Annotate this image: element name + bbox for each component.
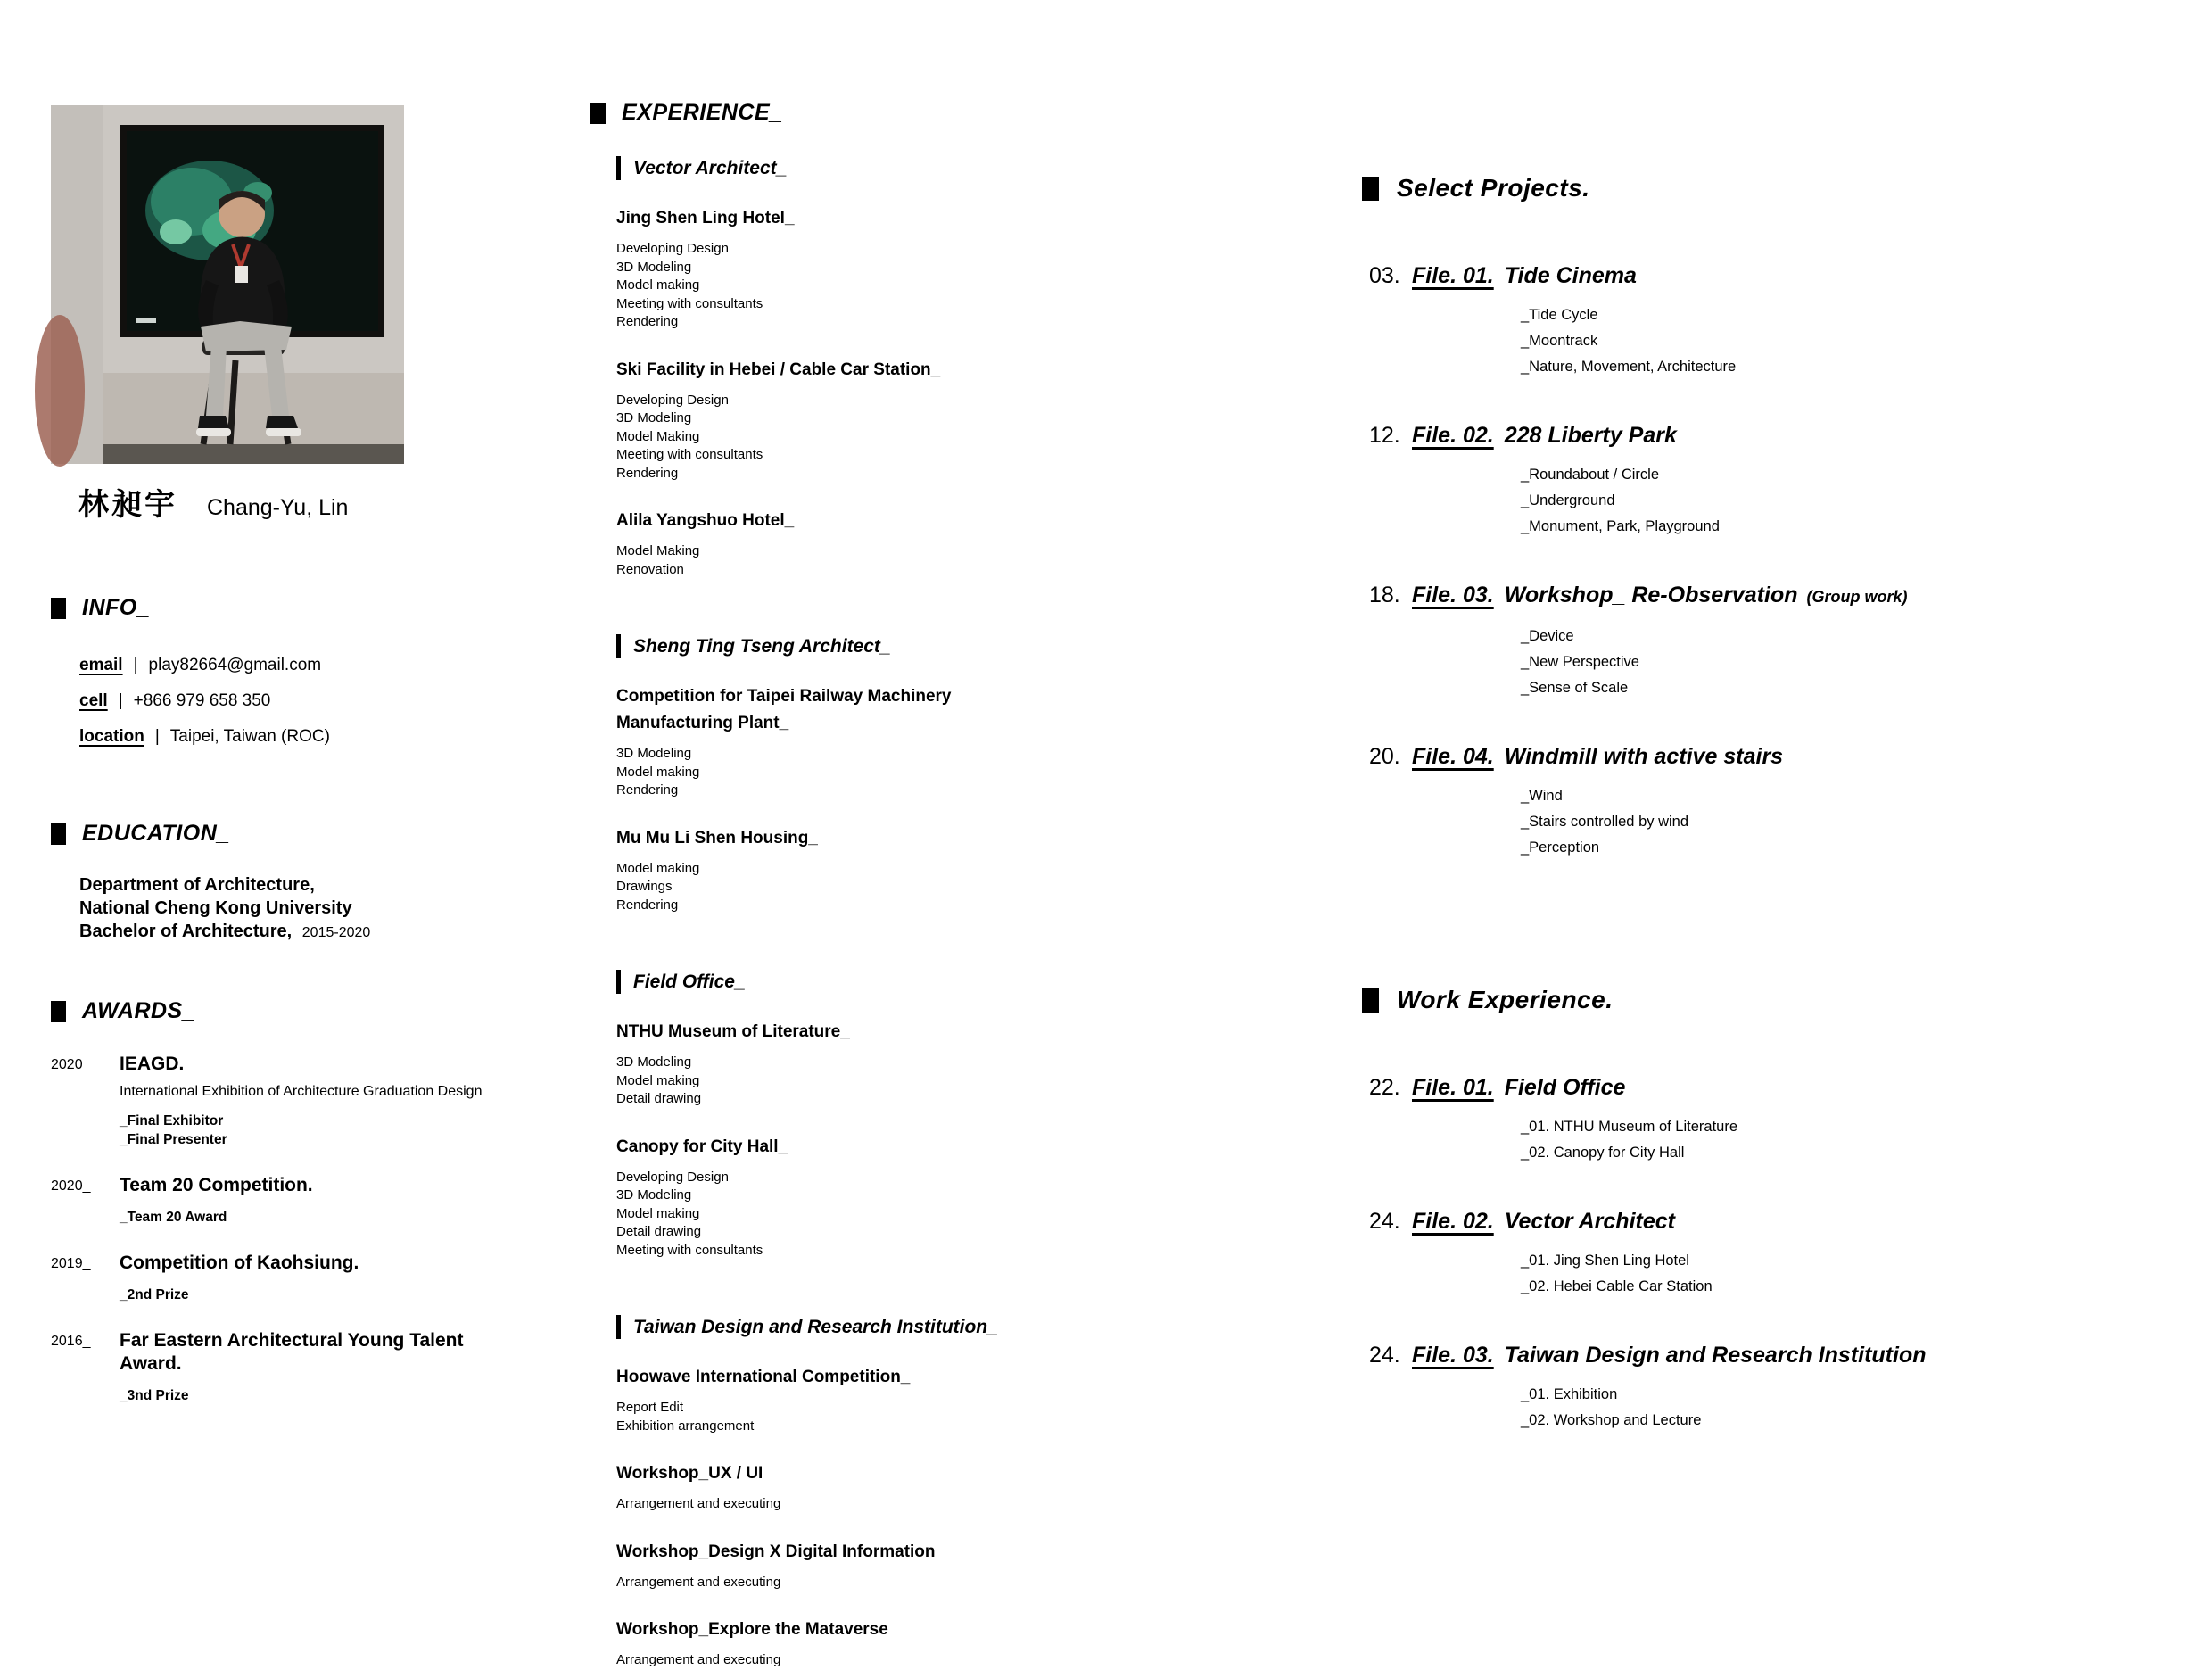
project-tasks: [616, 1651, 1054, 1670]
award-year: 2020_: [51, 1178, 91, 1194]
entry-file-label: File. 02.: [1412, 1209, 1494, 1234]
project-title: Workshop_UX / UI: [616, 1464, 763, 1483]
project-title: Alila Yangshuo Hotel_: [616, 511, 795, 530]
project: [616, 508, 1054, 579]
name: [78, 480, 515, 524]
award-description: International Exhibition of Architecture Graduation Design: [120, 1084, 483, 1099]
info-row-cell: [79, 683, 515, 719]
project: [616, 1539, 1054, 1592]
firm-marker-icon: [616, 970, 621, 994]
task: Arrangement and executing: [616, 1574, 781, 1590]
project-tasks: [616, 860, 1054, 915]
project: [616, 1134, 1054, 1261]
entry-tags: [1521, 302, 2165, 380]
tag: _02. Canopy for City Hall: [1521, 1145, 1685, 1161]
experience-title: EXPERIENCE_: [622, 100, 783, 125]
task: Model making: [616, 1072, 700, 1088]
award-body: [120, 1174, 515, 1227]
project-tasks: [616, 542, 1054, 579]
tag: _Wind: [1521, 788, 1563, 804]
award-note: _Final Presenter: [120, 1132, 227, 1147]
tag: _Device: [1521, 628, 1574, 644]
award-body: [120, 1053, 515, 1149]
info-row-location: [79, 719, 515, 755]
work-experience-list: [1362, 1073, 2165, 1434]
project-tasks: [616, 240, 1054, 332]
project-title: Workshop_Design X Digital Information: [616, 1542, 936, 1561]
info-value-location: Taipei, Taiwan (ROC): [169, 727, 330, 746]
tag: _01. Exhibition: [1521, 1386, 1618, 1402]
award-item: [51, 1174, 515, 1227]
entry-suffix: (Group work): [1806, 588, 1908, 606]
entry-file-label: File. 04.: [1412, 744, 1494, 769]
project: [616, 683, 1054, 800]
project-entry-228-liberty-park: [1362, 421, 2165, 540]
tag: _Nature, Movement, Architecture: [1521, 359, 1737, 375]
select-projects-list: [1362, 261, 2165, 861]
entry-file-label: File. 03.: [1412, 583, 1494, 608]
entry-page-number: 24.: [1369, 1343, 1400, 1368]
entry-tags: [1521, 1382, 2165, 1434]
entry-file-label: File. 02.: [1412, 423, 1494, 448]
task: Arrangement and executing: [616, 1652, 781, 1667]
tag: _Moontrack: [1521, 333, 1598, 349]
entry-name: Windmill with active stairs: [1504, 744, 1784, 769]
firm-field-office: [616, 970, 1054, 1260]
task: Meeting with consultants: [616, 447, 763, 462]
tag: _02. Workshop and Lecture: [1521, 1412, 1702, 1428]
task: Model making: [616, 1205, 700, 1221]
task: Model Making: [616, 428, 700, 444]
award-title: Far Eastern Architectural Young Talent Award.: [120, 1330, 464, 1374]
project-title: Mu Mu Li Shen Housing_: [616, 828, 818, 847]
experience-section-header: [590, 100, 1054, 126]
award-item: [51, 1053, 515, 1149]
entry-name: Tide Cinema: [1504, 263, 1637, 288]
task: 3D Modeling: [616, 259, 692, 275]
project-title: Ski Facility in Hebei / Cable Car Station_: [616, 360, 941, 379]
awards-title: AWARDS_: [82, 998, 196, 1023]
entry-title-line: [1369, 421, 2165, 450]
project: [616, 1019, 1054, 1109]
firm-heading: [616, 970, 1054, 994]
profile-photo-illustration: [51, 105, 404, 464]
tag: _New Perspective: [1521, 654, 1639, 670]
tag: _Underground: [1521, 492, 1615, 508]
award-note: _2nd Prize: [120, 1287, 189, 1302]
entry-page-number: 12.: [1369, 423, 1400, 448]
awards-section-header: [51, 998, 515, 1024]
task: Detail drawing: [616, 1091, 702, 1106]
tag: _Monument, Park, Playground: [1521, 518, 1720, 534]
award-notes: [120, 1386, 515, 1405]
project-title: Jing Shen Ling Hotel_: [616, 209, 795, 227]
education-section-header: [51, 821, 515, 847]
project: [616, 205, 1054, 332]
entry-page-number: 22.: [1369, 1075, 1400, 1100]
select-projects-header: [1362, 174, 2165, 203]
entry-tags: [1521, 1114, 2165, 1166]
entry-page-number: 24.: [1369, 1209, 1400, 1234]
award-title: IEAGD.: [120, 1054, 185, 1074]
project: [616, 357, 1054, 484]
section-marker-icon: [51, 598, 66, 619]
award-notes: [120, 1208, 515, 1227]
task: 3D Modeling: [616, 1054, 692, 1070]
select-projects-title: Select Projects.: [1397, 174, 1590, 202]
left-column: [51, 105, 515, 1430]
project-title: Canopy for City Hall_: [616, 1137, 788, 1156]
firm-heading: [616, 1315, 1054, 1339]
task: Rendering: [616, 897, 679, 913]
firm-heading: [616, 634, 1054, 658]
task: 3D Modeling: [616, 410, 692, 426]
entry-tags: [1521, 624, 2165, 701]
entry-name: Vector Architect: [1504, 1209, 1675, 1234]
entry-title-line: [1369, 1073, 2165, 1102]
task: Detail drawing: [616, 1224, 702, 1239]
section-marker-icon: [1362, 988, 1379, 1013]
firm-name: Taiwan Design and Research Institution_: [633, 1316, 998, 1337]
entry-tags: [1521, 1248, 2165, 1300]
task: Rendering: [616, 314, 679, 329]
firm-marker-icon: [616, 156, 621, 180]
awards-list: [51, 1053, 515, 1405]
tag: _02. Hebei Cable Car Station: [1521, 1278, 1713, 1294]
entry-file-label: File. 01.: [1412, 1075, 1494, 1100]
entry-title-line: [1369, 742, 2165, 771]
info-value-cell: +866 979 658 350: [133, 691, 271, 710]
task: Rendering: [616, 782, 679, 798]
firm-marker-icon: [616, 1315, 621, 1339]
tag: _Stairs controlled by wind: [1521, 814, 1689, 830]
name-cjk: 林昶宇: [78, 488, 177, 522]
task: Meeting with consultants: [616, 1242, 763, 1258]
firm-vector-architect: [616, 156, 1054, 579]
entry-file-label: File. 03.: [1412, 1343, 1494, 1368]
award-title: Team 20 Competition.: [120, 1175, 313, 1195]
task: Model making: [616, 764, 700, 780]
tag: _Sense of Scale: [1521, 680, 1629, 696]
award-item: [51, 1252, 515, 1304]
project-tasks: [616, 745, 1054, 800]
section-marker-icon: [1362, 177, 1379, 201]
firm-marker-icon: [616, 634, 621, 658]
education-years: 2015-2020: [301, 925, 371, 940]
task: Exhibition arrangement: [616, 1418, 755, 1434]
entry-page-number: 20.: [1369, 744, 1400, 769]
education-degree-line: [79, 920, 515, 945]
project: [616, 1364, 1054, 1435]
name-en: Chang-Yu, Lin: [207, 495, 349, 520]
award-body: [120, 1252, 515, 1304]
info-label-email: email: [79, 656, 123, 674]
info-separator: |: [154, 727, 160, 746]
section-marker-icon: [590, 103, 606, 124]
project-title: Competition for Taipei Railway Machinery Manufacturing Plant_: [616, 687, 952, 732]
project-tasks: [616, 1169, 1054, 1261]
project-entry-workshop-re-observation: [1362, 581, 2165, 701]
info-separator: |: [118, 691, 123, 710]
award-body: [120, 1329, 515, 1405]
entry-tags: [1521, 783, 2165, 861]
tag: _01. NTHU Museum of Literature: [1521, 1119, 1738, 1135]
entry-title-line: [1369, 261, 2165, 290]
task: Model Making: [616, 543, 700, 558]
task: Meeting with consultants: [616, 295, 763, 311]
entry-name: Taiwan Design and Research Institution: [1504, 1343, 1927, 1368]
award-item: [51, 1329, 515, 1405]
info-section-header: [51, 595, 515, 621]
project: [616, 825, 1054, 915]
work-entry-taiwan-design-research-institution: [1362, 1341, 2165, 1434]
education-title: EDUCATION_: [82, 821, 230, 846]
firm-taiwan-design-research-institution: [616, 1315, 1054, 1670]
info-list: [79, 648, 515, 755]
task: Drawings: [616, 879, 673, 894]
project: [616, 1616, 1054, 1670]
award-year: 2020_: [51, 1057, 91, 1072]
project-title: Hoowave International Competition_: [616, 1368, 911, 1386]
firm-heading: [616, 156, 1054, 180]
entry-tags: [1521, 462, 2165, 540]
education-line: Department of Architecture,: [79, 875, 315, 895]
tag: _Tide Cycle: [1521, 307, 1598, 323]
award-year: 2019_: [51, 1256, 91, 1271]
tag: _Perception: [1521, 839, 1600, 856]
project: [616, 1460, 1054, 1514]
tag: _01. Jing Shen Ling Hotel: [1521, 1252, 1689, 1269]
award-note: _3nd Prize: [120, 1388, 189, 1403]
education-degree: Bachelor of Architecture,: [79, 922, 293, 941]
firm-name: Vector Architect_: [633, 157, 788, 178]
task: Developing Design: [616, 1169, 729, 1185]
entry-page-number: 03.: [1369, 263, 1400, 288]
award-note: _Team 20 Award: [120, 1210, 227, 1225]
task: 3D Modeling: [616, 1187, 692, 1203]
task: Renovation: [616, 561, 684, 577]
entry-title-line: [1369, 1207, 2165, 1236]
profile-photo: [51, 105, 404, 464]
project-tasks: [616, 1054, 1054, 1109]
award-note: _Final Exhibitor: [120, 1113, 224, 1128]
project-title: NTHU Museum of Literature_: [616, 1022, 850, 1041]
info-separator: |: [133, 656, 138, 674]
award-title: Competition of Kaohsiung.: [120, 1252, 359, 1273]
task: Model making: [616, 860, 700, 876]
entry-name: 228 Liberty Park: [1504, 423, 1677, 448]
info-row-email: [79, 648, 515, 683]
section-marker-icon: [51, 823, 66, 845]
project-tasks: [616, 1399, 1054, 1435]
task: Report Edit: [616, 1400, 684, 1415]
entry-name: Field Office: [1504, 1075, 1626, 1100]
experience-column: [590, 100, 1054, 1670]
tag: _Roundabout / Circle: [1521, 467, 1660, 483]
info-label-cell: cell: [79, 691, 108, 710]
projects-column: [1362, 174, 2165, 1475]
entry-page-number: 18.: [1369, 583, 1400, 608]
work-entry-vector-architect: [1362, 1207, 2165, 1300]
work-experience-header: [1362, 986, 2165, 1014]
award-notes: [120, 1286, 515, 1304]
info-title: INFO_: [82, 595, 151, 620]
task: Rendering: [616, 465, 679, 481]
work-experience-title: Work Experience.: [1397, 986, 1614, 1013]
firm-name: Field Office_: [633, 971, 746, 992]
award-year: 2016_: [51, 1334, 91, 1349]
work-entry-field-office: [1362, 1073, 2165, 1166]
project-tasks: [616, 1574, 1054, 1592]
entry-title-line: [1369, 1341, 2165, 1369]
task: Developing Design: [616, 241, 729, 256]
education-details: [79, 873, 515, 945]
info-label-location: location: [79, 727, 144, 746]
project-entry-windmill: [1362, 742, 2165, 861]
entry-title-line: [1369, 581, 2165, 611]
award-notes: [120, 1112, 515, 1149]
task: 3D Modeling: [616, 746, 692, 761]
education-line: National Cheng Kong University: [79, 898, 352, 918]
project-tasks: [616, 1495, 1054, 1514]
firm-name: Sheng Ting Tseng Architect_: [633, 635, 891, 657]
firm-sheng-ting-tseng-architect: [616, 634, 1054, 914]
project-entry-tide-cinema: [1362, 261, 2165, 380]
section-marker-icon: [51, 1001, 66, 1022]
task: Developing Design: [616, 392, 729, 408]
project-title: Workshop_Explore the Mataverse: [616, 1620, 888, 1639]
entry-name: Workshop_ Re-Observation: [1504, 583, 1798, 608]
project-tasks: [616, 392, 1054, 484]
task: Model making: [616, 277, 700, 293]
info-value-email: play82664@gmail.com: [148, 656, 322, 674]
entry-file-label: File. 01.: [1412, 263, 1494, 288]
task: Arrangement and executing: [616, 1496, 781, 1511]
